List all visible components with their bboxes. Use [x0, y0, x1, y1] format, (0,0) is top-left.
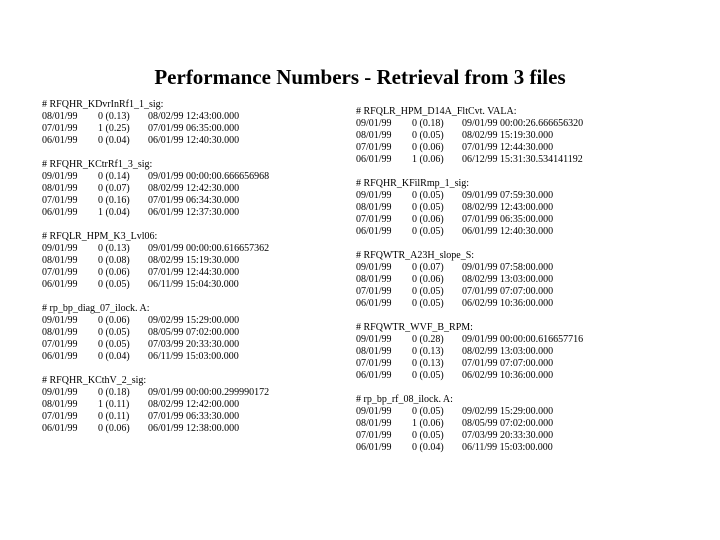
data-row [356, 358, 696, 370]
row-value: 0 (0.13) [98, 243, 130, 254]
row-timestamp: 07/01/99 12:44:30.000 [148, 267, 240, 278]
row-timestamp: 07/01/99 06:35:00.000 [462, 214, 554, 225]
row-value: 0 (0.18) [98, 387, 130, 398]
row-timestamp: 07/01/99 06:34:30.000 [148, 195, 240, 206]
data-row [42, 387, 332, 399]
row-timestamp: 09/01/99 00:00:00.666656968 [148, 171, 270, 182]
row-value: 0 (0.05) [412, 202, 444, 213]
row-date: 07/01/99 [356, 430, 392, 441]
data-row [356, 346, 696, 358]
row-value: 0 (0.05) [98, 327, 130, 338]
signal-group [356, 394, 696, 454]
signal-group [42, 159, 332, 219]
row-value: 1 (0.11) [98, 399, 130, 410]
data-row [356, 262, 696, 274]
row-value: 0 (0.18) [412, 118, 444, 129]
data-row [42, 171, 332, 183]
row-timestamp: 09/01/99 00:00:26.666656320 [462, 118, 584, 129]
data-row [356, 334, 696, 346]
signal-header: # RFQLR_HPM_D14A_FltCvt. VALA: [356, 106, 517, 117]
data-row [42, 267, 332, 279]
data-row [42, 207, 332, 219]
row-timestamp: 06/02/99 10:36:00.000 [462, 298, 554, 309]
data-row [356, 190, 696, 202]
row-timestamp: 08/02/99 15:19:30.000 [148, 255, 240, 266]
row-timestamp: 08/05/99 07:02:00.000 [462, 418, 554, 429]
row-value: 0 (0.07) [98, 183, 130, 194]
row-value: 0 (0.04) [98, 351, 130, 362]
row-value: 0 (0.05) [412, 130, 444, 141]
row-date: 07/01/99 [356, 358, 392, 369]
row-timestamp: 08/02/99 12:42:00.000 [148, 399, 240, 410]
data-row [356, 202, 696, 214]
signal-group [42, 303, 332, 363]
row-date: 09/01/99 [356, 262, 392, 273]
row-date: 08/01/99 [356, 274, 392, 285]
row-value: 1 (0.06) [412, 418, 444, 429]
row-date: 06/01/99 [356, 226, 392, 237]
row-date: 08/01/99 [356, 130, 392, 141]
right-column [356, 106, 696, 466]
row-value: 0 (0.13) [412, 346, 444, 357]
row-date: 06/01/99 [42, 135, 78, 146]
data-row [356, 214, 696, 226]
row-date: 06/01/99 [356, 298, 392, 309]
row-timestamp: 06/12/99 15:31:30.534141192 [462, 154, 583, 165]
data-row [42, 339, 332, 351]
signal-header: # RFQHR_KCtrRf1_3_sig: [42, 159, 153, 170]
row-date: 08/01/99 [42, 183, 78, 194]
page-title: Performance Numbers - Retrieval from 3 files [154, 65, 566, 89]
row-date: 09/01/99 [42, 171, 78, 182]
row-timestamp: 06/01/99 12:40:30.000 [462, 226, 554, 237]
row-timestamp: 07/01/99 12:44:30.000 [462, 142, 554, 153]
signal-group [356, 322, 696, 382]
data-row [42, 423, 332, 435]
row-value: 0 (0.05) [98, 279, 130, 290]
row-timestamp: 09/01/99 07:58:00.000 [462, 262, 554, 273]
row-date: 08/01/99 [356, 346, 392, 357]
row-timestamp: 08/02/99 13:03:00.000 [462, 346, 554, 357]
row-value: 0 (0.05) [412, 286, 444, 297]
row-timestamp: 07/01/99 06:35:00.000 [148, 123, 240, 134]
signal-header: # RFQWTR_WVF_B_RPM: [356, 322, 473, 333]
data-row [356, 226, 696, 238]
data-row [356, 418, 696, 430]
data-row [42, 183, 332, 195]
row-date: 07/01/99 [42, 195, 78, 206]
row-date: 06/01/99 [42, 351, 78, 362]
row-value: 1 (0.06) [412, 154, 444, 165]
row-date: 06/01/99 [42, 423, 78, 434]
row-timestamp: 09/01/99 07:59:30.000 [462, 190, 554, 201]
data-row [42, 111, 332, 123]
data-row [356, 406, 696, 418]
signal-group [42, 99, 332, 147]
row-date: 07/01/99 [42, 411, 78, 422]
data-row [42, 399, 332, 411]
row-value: 0 (0.14) [98, 171, 130, 182]
row-value: 0 (0.06) [98, 315, 130, 326]
row-date: 06/01/99 [42, 279, 78, 290]
row-timestamp: 08/02/99 12:42:30.000 [148, 183, 240, 194]
row-date: 09/01/99 [356, 406, 392, 417]
row-timestamp: 09/01/99 00:00:00.616657716 [462, 334, 584, 345]
data-row [356, 142, 696, 154]
row-date: 09/01/99 [356, 334, 392, 345]
row-date: 08/01/99 [42, 111, 78, 122]
data-row [42, 135, 332, 147]
signal-group [42, 375, 332, 435]
signal-header: # RFQHR_KDvrInRf1_1_sig: [42, 99, 164, 110]
row-timestamp: 06/01/99 12:40:30.000 [148, 135, 240, 146]
data-row [356, 298, 696, 310]
signal-header: # RFQLR_HPM_K3_Lvl06: [42, 231, 158, 242]
data-row [42, 315, 332, 327]
row-timestamp: 09/01/99 00:00:00.616657362 [148, 243, 270, 254]
row-timestamp: 08/02/99 12:43:00.000 [462, 202, 554, 213]
row-timestamp: 07/03/99 20:33:30.000 [462, 430, 554, 441]
signal-group [356, 106, 696, 166]
row-date: 06/01/99 [356, 370, 392, 381]
row-value: 0 (0.07) [412, 262, 444, 273]
row-timestamp: 06/11/99 15:04:30.000 [148, 279, 239, 290]
row-date: 08/01/99 [356, 202, 392, 213]
left-column [42, 99, 332, 447]
data-row [42, 327, 332, 339]
row-value: 0 (0.06) [412, 214, 444, 225]
row-date: 07/01/99 [356, 214, 392, 225]
row-value: 0 (0.04) [98, 135, 130, 146]
data-row [356, 430, 696, 442]
row-date: 09/01/99 [42, 315, 78, 326]
row-timestamp: 08/02/99 12:43:00.000 [148, 111, 240, 122]
row-timestamp: 06/11/99 15:03:00.000 [148, 351, 239, 362]
row-value: 0 (0.05) [412, 406, 444, 417]
row-timestamp: 06/02/99 10:36:00.000 [462, 370, 554, 381]
row-value: 0 (0.05) [98, 339, 130, 350]
data-row [356, 286, 696, 298]
row-date: 09/01/99 [42, 243, 78, 254]
data-row [356, 130, 696, 142]
row-value: 0 (0.05) [412, 298, 444, 309]
row-date: 09/01/99 [356, 190, 392, 201]
row-value: 0 (0.05) [412, 226, 444, 237]
row-date: 07/01/99 [42, 339, 78, 350]
signal-header: # rp_bp_rf_08_ilock. A: [356, 394, 453, 405]
row-value: 0 (0.04) [412, 442, 444, 453]
row-timestamp: 06/11/99 15:03:00.000 [462, 442, 553, 453]
row-timestamp: 09/02/99 15:29:00.000 [148, 315, 240, 326]
row-value: 0 (0.13) [98, 111, 130, 122]
signal-header: # rp_bp_diag_07_ilock. A: [42, 303, 150, 314]
signal-group [356, 178, 696, 238]
row-date: 07/01/99 [356, 142, 392, 153]
row-value: 0 (0.05) [412, 190, 444, 201]
row-date: 07/01/99 [42, 123, 78, 134]
row-value: 0 (0.08) [98, 255, 130, 266]
signal-header: # RFQHR_KCthV_2_sig: [42, 375, 147, 386]
row-timestamp: 06/01/99 12:38:00.000 [148, 423, 240, 434]
data-row [356, 442, 696, 454]
row-value: 0 (0.11) [98, 411, 130, 422]
data-row [42, 279, 332, 291]
row-value: 1 (0.25) [98, 123, 130, 134]
row-date: 09/01/99 [356, 118, 392, 129]
row-value: 0 (0.06) [98, 423, 130, 434]
data-row [42, 351, 332, 363]
row-date: 08/01/99 [42, 327, 78, 338]
row-value: 0 (0.05) [412, 370, 444, 381]
row-value: 0 (0.16) [98, 195, 130, 206]
data-row [42, 195, 332, 207]
row-date: 06/01/99 [356, 442, 392, 453]
row-timestamp: 07/01/99 07:07:00.000 [462, 358, 554, 369]
data-row [356, 118, 696, 130]
row-timestamp: 07/01/99 07:07:00.000 [462, 286, 554, 297]
row-value: 1 (0.04) [98, 207, 130, 218]
signal-group [42, 231, 332, 291]
row-value: 0 (0.05) [412, 430, 444, 441]
data-row [42, 411, 332, 423]
row-timestamp: 07/01/99 06:33:30.000 [148, 411, 240, 422]
signal-header: # RFQHR_KFilRmp_1_sig: [356, 178, 470, 189]
data-row [42, 255, 332, 267]
row-date: 06/01/99 [356, 154, 392, 165]
row-timestamp: 06/01/99 12:37:30.000 [148, 207, 240, 218]
data-row [42, 243, 332, 255]
data-row [42, 123, 332, 135]
row-timestamp: 09/02/99 15:29:00.000 [462, 406, 554, 417]
signal-header: # RFQWTR_A23H_slope_S: [356, 250, 475, 261]
row-value: 0 (0.06) [98, 267, 130, 278]
data-row [356, 370, 696, 382]
data-row [356, 154, 696, 166]
row-value: 0 (0.13) [412, 358, 444, 369]
row-date: 07/01/99 [42, 267, 78, 278]
row-timestamp: 08/02/99 15:19:30.000 [462, 130, 554, 141]
row-timestamp: 09/01/99 00:00:00.299990172 [148, 387, 270, 398]
row-date: 08/01/99 [356, 418, 392, 429]
row-date: 08/01/99 [42, 255, 78, 266]
row-value: 0 (0.28) [412, 334, 444, 345]
row-value: 0 (0.06) [412, 142, 444, 153]
row-timestamp: 08/05/99 07:02:00.000 [148, 327, 240, 338]
row-timestamp: 08/02/99 13:03:00.000 [462, 274, 554, 285]
data-row [356, 274, 696, 286]
row-date: 06/01/99 [42, 207, 78, 218]
row-date: 09/01/99 [42, 387, 78, 398]
row-value: 0 (0.06) [412, 274, 444, 285]
signal-group [356, 250, 696, 310]
row-date: 08/01/99 [42, 399, 78, 410]
row-timestamp: 07/03/99 20:33:30.000 [148, 339, 240, 350]
row-date: 07/01/99 [356, 286, 392, 297]
